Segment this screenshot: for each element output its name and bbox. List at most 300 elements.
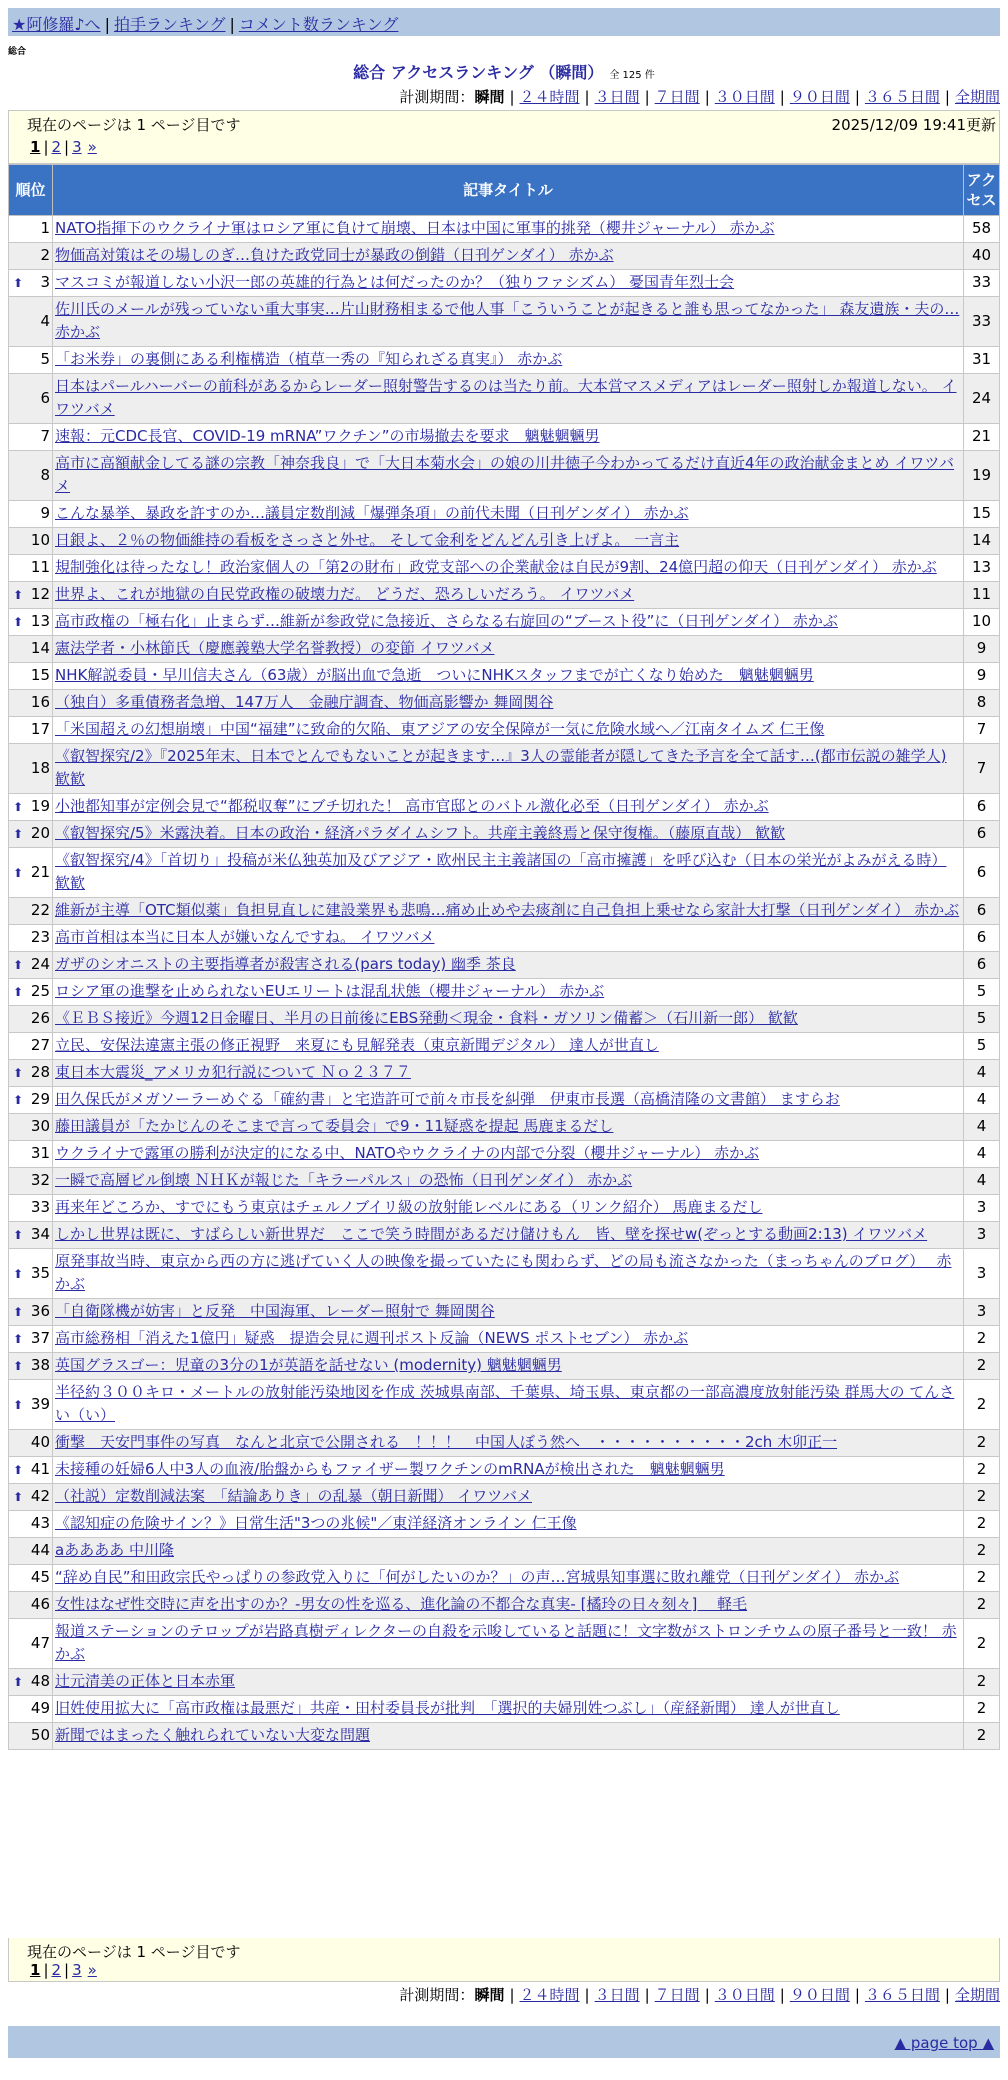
- nav-separator: |: [229, 15, 235, 34]
- rank-number: 12: [30, 585, 50, 603]
- title-cell: [53, 1114, 964, 1141]
- period-separator: |: [509, 88, 515, 106]
- title-cell: [53, 374, 964, 424]
- title-cell: [53, 1669, 964, 1696]
- rank-cell: [9, 216, 53, 243]
- article-link[interactable]: 立民、安保法違憲主張の修正視野 来夏にも見解発表（東京新聞デジタル） 達人が世直し: [55, 1036, 659, 1054]
- article-link[interactable]: 藤田議員が「たかじんのそこまで言って委員会」で9・11疑惑を提起 馬鹿まるだし: [55, 1117, 614, 1135]
- period-link-3[interactable]: ３０日間: [714, 88, 775, 106]
- article-link[interactable]: 規制強化は待ったなし！政治家個人の「第2の財布」政党支部への企業献金は自民が9割、24億円超の仰天（日刊ゲンダイ） 赤かぶ: [55, 558, 937, 576]
- table-row: [9, 1060, 1000, 1087]
- table-row: [9, 821, 1000, 848]
- rank-cell: [9, 1087, 53, 1114]
- page-next-link[interactable]: »: [87, 1961, 97, 1979]
- period-link-3[interactable]: ３０日間: [714, 1986, 775, 2004]
- access-cell: 33: [964, 270, 1000, 297]
- article-link[interactable]: 東日本大震災_アメリカ犯行説について Ｎｏ２３７７: [55, 1063, 411, 1081]
- title-cell: [53, 216, 964, 243]
- article-link[interactable]: ロシア軍の進撃を止められないEUエリートは混乱状態（櫻井ジャーナル） 赤かぶ: [55, 982, 605, 1000]
- article-link[interactable]: 速報：元CDC長官、COVID-19 mRNA”ワクチン”の市場撤去を要求 魑魅魍魎男: [55, 427, 600, 445]
- page-link-3[interactable]: 3: [72, 138, 82, 156]
- rank-number: 48: [30, 1672, 50, 1690]
- title-cell: [53, 821, 964, 848]
- access-cell: 2: [964, 1669, 1000, 1696]
- rank-cell: [9, 794, 53, 821]
- article-link[interactable]: しかし世界は既に、すばらしい新世界だ ここで笑う時間があるだけ儲けもん 皆、壁を探せw(ぞっとする動画2:13) イワツバメ: [55, 1225, 928, 1243]
- rank-cell: [9, 898, 53, 925]
- article-link[interactable]: NATO指揮下のウクライナ軍はロシア軍に負けて崩壊、日本は中国に軍事的挑発（櫻井ジャーナル） 赤かぶ: [55, 219, 775, 237]
- access-cell: 40: [964, 243, 1000, 270]
- total-count: 全 125 件: [609, 70, 655, 81]
- rank-number: 15: [30, 666, 50, 684]
- rank-number: 49: [30, 1699, 50, 1717]
- rank-cell: [9, 451, 53, 501]
- title-cell: [53, 744, 964, 794]
- table-row: [9, 925, 1000, 952]
- rank-number: 44: [30, 1541, 50, 1559]
- rank-number: 7: [40, 427, 50, 445]
- rank-number: 25: [30, 982, 50, 1000]
- article-link[interactable]: 佐川氏のメールが残っていない重大事実…片山財務相まるで他人事「こういうことが起きると誰も思ってなかった」 森友遺族・夫の… 赤かぶ: [55, 300, 960, 341]
- article-link[interactable]: 半径約３００キロ・メートルの放射能汚染地図を作成 茨城県南部、千葉県、埼玉県、東京都の一部高濃度放射能汚染 群馬大の てんさい（い）: [55, 1383, 955, 1424]
- rank-cell: [9, 690, 53, 717]
- article-link[interactable]: 日本はパールハーバーの前科があるからレーダー照射警告するのは当たり前。大本営マスメディアはレーダー照射しか報道しない。 イワツバメ: [55, 377, 957, 418]
- access-cell: 8: [964, 690, 1000, 717]
- rank-cell: [9, 1511, 53, 1538]
- article-link[interactable]: 《叡智探究/2》『2025年末、日本でとんでもないことが起きます…』3人の霊能者が隠してきた予言を全て話す…(都市伝説の雑学人) 歓歓: [55, 747, 947, 788]
- title-cell: [53, 1326, 964, 1353]
- up-arrow-icon: ⬆: [13, 1397, 24, 1412]
- rank-cell: [9, 979, 53, 1006]
- table-row: [9, 1484, 1000, 1511]
- access-cell: 31: [964, 347, 1000, 374]
- rank-cell: [9, 636, 53, 663]
- title-cell: [53, 925, 964, 952]
- period-separator: |: [644, 1986, 650, 2004]
- article-link[interactable]: 物価高対策はその場しのぎ…負けた政党同士が暴政の倒錯（日刊ゲンダイ） 赤かぶ: [55, 246, 614, 264]
- home-link[interactable]: ★阿修羅♪へ: [12, 15, 101, 34]
- period-link-2[interactable]: ７日間: [654, 1986, 700, 2004]
- page-next-link[interactable]: »: [87, 138, 97, 156]
- title-cell: [53, 1141, 964, 1168]
- current-page-status: 現在のページは 1 ページ目です: [27, 116, 241, 134]
- rank-cell: [9, 1168, 53, 1195]
- rank-cell: [9, 424, 53, 451]
- access-cell: 11: [964, 582, 1000, 609]
- article-link[interactable]: 女性はなぜ性交時に声を出すのか？-男女の性を巡る、進化論の不都合な真実- [橘玲の日々刻々] 軽毛: [55, 1595, 748, 1613]
- access-cell: 2: [964, 1511, 1000, 1538]
- rank-number: 34: [30, 1225, 50, 1243]
- rank-cell: [9, 243, 53, 270]
- table-row: [9, 1619, 1000, 1669]
- rank-cell: [9, 609, 53, 636]
- rank-number: 24: [30, 955, 50, 973]
- access-cell: 2: [964, 1380, 1000, 1430]
- rank-number: 20: [30, 824, 50, 842]
- rank-number: 5: [40, 350, 50, 368]
- title-cell: [53, 1484, 964, 1511]
- rank-number: 13: [30, 612, 50, 630]
- page-link-2[interactable]: 2: [51, 138, 62, 156]
- rank-cell: [9, 717, 53, 744]
- rank-number: 43: [30, 1514, 50, 1532]
- title-cell: [53, 979, 964, 1006]
- article-link[interactable]: 原発事故当時、東京から西の方に逃げていく人の映像を撮っていたにも関わらず、どの局も流さなかった（まっちゃんのブログ） 赤かぶ: [55, 1252, 952, 1293]
- article-link[interactable]: 高市首相は本当に日本人が嫌いなんですね。 イワツバメ: [55, 928, 435, 946]
- page-top-link[interactable]: ▲ page top ▲: [894, 2034, 994, 2052]
- rank-header-label: 順位: [15, 181, 46, 199]
- article-link[interactable]: “辞め自民”和田政宗氏やっぱりの参政党入りに「何がしたいのか？」の声…宮城県知事選に敗れ離党（日刊ゲンダイ） 赤かぶ: [55, 1568, 900, 1586]
- table-row: [9, 528, 1000, 555]
- title-cell: [53, 424, 964, 451]
- rank-cell: [9, 1592, 53, 1619]
- title-cell: [53, 1168, 964, 1195]
- title-cell: [53, 1033, 964, 1060]
- period-link-4[interactable]: ９０日間: [789, 1986, 850, 2004]
- rank-number: 21: [30, 862, 50, 881]
- rank-number: 38: [30, 1356, 50, 1374]
- period-selector-bottom: [399, 1984, 1000, 2005]
- rank-cell: [9, 1669, 53, 1696]
- page-link-2[interactable]: 2: [51, 1961, 62, 1979]
- rank-number: 19: [30, 797, 50, 815]
- article-link[interactable]: 「お米券」の裏側にある利権構造（植草一秀の『知られざる真実』） 赤かぶ: [55, 350, 563, 368]
- access-header: [964, 165, 1000, 216]
- period-separator: |: [944, 1986, 950, 2004]
- article-link[interactable]: 《叡智探究/5》米露決着。日本の政治・経済パラダイムシフト。共産主義終焉と保守復権。（藤原直哉） 歓歓: [55, 824, 786, 842]
- period-link-1[interactable]: ３日間: [594, 88, 640, 106]
- period-link-6[interactable]: 全期間: [954, 1986, 1000, 2004]
- table-row: [9, 582, 1000, 609]
- table-row: [9, 1299, 1000, 1326]
- title-cell: [53, 717, 964, 744]
- period-link-6[interactable]: 全期間: [954, 88, 1000, 106]
- rank-cell: [9, 925, 53, 952]
- period-separator: |: [854, 1986, 860, 2004]
- period-link-1[interactable]: ３日間: [594, 1986, 640, 2004]
- article-link[interactable]: ウクライナで露軍の勝利が決定的になる中、NATOやウクライナの内部で分裂（櫻井ジャーナル） 赤かぶ: [55, 1144, 760, 1162]
- article-link[interactable]: 旧姓使用拡大に「高市政権は最悪だ」共産・田村委員長が批判 「選択的夫婦別姓つぶし」（産経新聞） 達人が世直し: [55, 1699, 840, 1717]
- table-row: [9, 979, 1000, 1006]
- article-link[interactable]: 高市総務相「消えた1億円」疑惑 提造会見に週刊ポスト反論（NEWS ポストセブン） 赤かぶ: [55, 1329, 689, 1347]
- period-label: 計測期間：: [399, 88, 475, 106]
- table-row: [9, 1326, 1000, 1353]
- clap-ranking-link[interactable]: 拍手ランキング: [113, 15, 226, 34]
- access-cell: 6: [964, 821, 1000, 848]
- rank-cell: [9, 1353, 53, 1380]
- table-row: [9, 297, 1000, 347]
- access-cell: 2: [964, 1430, 1000, 1457]
- access-cell: 2: [964, 1592, 1000, 1619]
- title-cell: [53, 582, 964, 609]
- title-cell: [53, 243, 964, 270]
- title-cell: [53, 501, 964, 528]
- article-link[interactable]: 未接種の妊婦6人中3人の血液/胎盤からもファイザー製ワクチンのmRNAが検出された 魑魅魍魎男: [55, 1460, 725, 1478]
- article-link[interactable]: 憲法学者・小林節氏（慶應義塾大学名誉教授）の変節 イワツバメ: [55, 639, 495, 657]
- page-title: [0, 60, 1008, 83]
- top-nav-bar: [8, 8, 1000, 36]
- rank-number: 8: [40, 465, 50, 484]
- table-row: [9, 1353, 1000, 1380]
- table-row: [9, 1723, 1000, 1750]
- access-cell: 10: [964, 609, 1000, 636]
- article-link[interactable]: 日銀よ、２％の物価維持の看板をさっさと外せ。 そして金利をどんどん引き上げよ。 一言主: [55, 531, 680, 549]
- up-arrow-icon: ⬆: [13, 1675, 24, 1689]
- period-current: 瞬間: [474, 88, 505, 106]
- up-arrow-icon: ⬆: [13, 985, 24, 999]
- title-cell: [53, 609, 964, 636]
- rank-cell: [9, 952, 53, 979]
- rank-cell: [9, 1195, 53, 1222]
- access-cell: 2: [964, 1565, 1000, 1592]
- access-cell: 14: [964, 528, 1000, 555]
- title-cell: [53, 794, 964, 821]
- rank-number: 23: [30, 928, 50, 946]
- access-cell: 5: [964, 1006, 1000, 1033]
- ranking-body: [9, 216, 1000, 1750]
- table-row: [9, 794, 1000, 821]
- table-row: [9, 848, 1000, 898]
- period-link-5[interactable]: ３６５日間: [864, 1986, 940, 2004]
- title-cell: [53, 1249, 964, 1299]
- period-link-0[interactable]: ２４時間: [519, 88, 580, 106]
- rank-number: 45: [30, 1568, 50, 1586]
- rank-number: 17: [30, 720, 50, 738]
- table-row: [9, 1033, 1000, 1060]
- page-separator: |: [64, 138, 70, 156]
- table-row: [9, 555, 1000, 582]
- table-row: [9, 1222, 1000, 1249]
- article-link[interactable]: NHK解説委員・早川信夫さん（63歳）が脳出血で急逝 ついにNHKスタッフまでが亡くなり始めた 魑魅魍魎男: [55, 666, 814, 684]
- up-arrow-icon: ⬆: [13, 865, 24, 880]
- rank-cell: [9, 528, 53, 555]
- table-row: [9, 1538, 1000, 1565]
- rank-cell: [9, 1249, 53, 1299]
- title-cell: [53, 1723, 964, 1750]
- rank-cell: [9, 1380, 53, 1430]
- rank-number: 10: [30, 531, 50, 549]
- rank-cell: [9, 1696, 53, 1723]
- rank-cell: [9, 1619, 53, 1669]
- article-link[interactable]: 「自衛隊機が妨害」と反発 中国海軍、レーダー照射で 舞岡関谷: [55, 1302, 495, 1320]
- article-link[interactable]: 新聞ではまったく触れられていない大変な問題: [55, 1726, 371, 1744]
- article-link[interactable]: 《ＥＢＳ接近》今週12日金曜日、半月の日前後にEBS発動＜現金・食料・ガソリン備蓄＞（石川新一郎） 歓歓: [55, 1009, 798, 1027]
- access-cell: 3: [964, 1249, 1000, 1299]
- article-link[interactable]: 田久保氏がメガソーラーめぐる「確約書」と宅造許可で前々市長を糾弾 伊東市長選（高橋清隆の文書館） ますらお: [55, 1090, 840, 1108]
- article-link[interactable]: 英国グラスゴー：児童の3分の1が英語を話せない (modernity) 魑魅魍魎男: [55, 1356, 562, 1374]
- page-info-bottom: [8, 1938, 1000, 1982]
- table-row: [9, 1249, 1000, 1299]
- rank-cell: [9, 1565, 53, 1592]
- table-row: [9, 374, 1000, 424]
- period-separator: |: [704, 88, 710, 106]
- title-cell: [53, 690, 964, 717]
- rank-cell: [9, 663, 53, 690]
- period-separator: |: [509, 1986, 515, 2004]
- rank-cell: [9, 1114, 53, 1141]
- rank-number: 32: [30, 1171, 50, 1189]
- up-arrow-icon: ⬆: [13, 827, 24, 841]
- title-cell: [53, 1195, 964, 1222]
- article-link[interactable]: ガザのシオニストの主要指導者が殺害される(pars today) 幽季 茶良: [55, 955, 516, 973]
- rank-number: 47: [30, 1633, 50, 1652]
- table-row: [9, 1511, 1000, 1538]
- title-cell: [53, 1087, 964, 1114]
- article-link[interactable]: 報道ステーションのテロップが岩路真樹ディレクターの自殺を示唆していると話題に！文字数がストロンチウムの原子番号と一致！ 赤かぶ: [55, 1622, 957, 1663]
- page-separator: |: [64, 1961, 70, 1979]
- article-link[interactable]: 再来年どころか、すでにもう東京はチェルノブイリ級の放射能レベルにある（リンク紹介） 馬鹿まるだし: [55, 1198, 763, 1216]
- rank-number: 3: [40, 273, 50, 291]
- rank-number: 36: [30, 1302, 50, 1320]
- ranking-title: 総合 アクセスランキング （瞬間）: [353, 63, 604, 82]
- rank-number: 30: [30, 1117, 50, 1135]
- period-separator: |: [584, 1986, 590, 2004]
- rank-number: 33: [30, 1198, 50, 1216]
- article-link[interactable]: 高市政権の「極右化」止まらず…維新が参政党に急接近、さらなる右旋回の“ブースト役”に（日刊ゲンダイ） 赤かぶ: [55, 612, 838, 630]
- title-cell: [53, 1619, 964, 1669]
- rank-number: 31: [30, 1144, 50, 1162]
- page-separator: |: [43, 1961, 49, 1979]
- access-cell: 6: [964, 925, 1000, 952]
- table-row: [9, 636, 1000, 663]
- rank-number: 14: [30, 639, 50, 657]
- rank-number: 4: [40, 311, 50, 330]
- page-separator: |: [43, 138, 49, 156]
- table-row: [9, 1114, 1000, 1141]
- access-cell: 15: [964, 501, 1000, 528]
- access-cell: 4: [964, 1168, 1000, 1195]
- table-row: [9, 1087, 1000, 1114]
- pagination-top: [27, 138, 100, 156]
- page-current[interactable]: 1: [30, 138, 41, 156]
- category-label: 総合: [8, 47, 27, 57]
- title-cell: [53, 1538, 964, 1565]
- update-timestamp: 2025/12/09 19:41更新: [831, 116, 996, 134]
- period-link-4[interactable]: ９０日間: [789, 88, 850, 106]
- page-link-3[interactable]: 3: [72, 1961, 82, 1979]
- pagination-bottom: [27, 1961, 100, 1979]
- up-arrow-icon: ⬆: [13, 1266, 24, 1281]
- period-separator: |: [854, 88, 860, 106]
- period-selector-top: [399, 86, 1000, 107]
- table-row: [9, 744, 1000, 794]
- article-link[interactable]: 高市に高額献金してる謎の宗教「神奈我良」で「大日本菊水会」の娘の川井徳子今わかってるだけ直近4年の政治献金まとめ イワツバメ: [55, 454, 955, 495]
- table-row: [9, 1592, 1000, 1619]
- access-cell: 2: [964, 1457, 1000, 1484]
- up-arrow-icon: ⬆: [13, 1490, 24, 1504]
- rank-number: 50: [30, 1726, 50, 1744]
- period-link-2[interactable]: ７日間: [654, 88, 700, 106]
- period-link-0[interactable]: ２４時間: [519, 1986, 580, 2004]
- article-link[interactable]: 維新が主導「OTC類似薬」負担見直しに建設業界も悲鳴…痛め止めや去痰剤に自己負担上乗せなら家計大打撃（日刊ゲンダイ） 赤かぶ: [55, 901, 960, 919]
- title-cell: [53, 1006, 964, 1033]
- table-row: [9, 898, 1000, 925]
- title-cell: [53, 848, 964, 898]
- access-cell: 6: [964, 898, 1000, 925]
- access-cell: 6: [964, 952, 1000, 979]
- title-cell: [53, 555, 964, 582]
- rank-cell: [9, 1457, 53, 1484]
- table-row: [9, 216, 1000, 243]
- access-cell: 9: [964, 636, 1000, 663]
- access-cell: 4: [964, 1114, 1000, 1141]
- title-cell: [53, 1511, 964, 1538]
- title-cell: [53, 663, 964, 690]
- up-arrow-icon: ⬆: [13, 1463, 24, 1477]
- article-link[interactable]: （社説）定数削減法案 「結論ありき」の乱暴（朝日新聞） イワツバメ: [55, 1487, 532, 1505]
- access-cell: 6: [964, 794, 1000, 821]
- title-cell: [53, 1592, 964, 1619]
- article-link[interactable]: 世界よ、これが地獄の自民党政権の破壊力だ。 どうだ、恐ろしいだろう。 イワツバメ: [55, 585, 635, 603]
- comment-ranking-link[interactable]: コメント数ランキング: [238, 15, 399, 34]
- up-arrow-icon: ⬆: [13, 1066, 24, 1080]
- rank-cell: [9, 1060, 53, 1087]
- up-arrow-icon: ⬆: [13, 1093, 24, 1107]
- title-cell: [53, 1353, 964, 1380]
- period-link-5[interactable]: ３６５日間: [864, 88, 940, 106]
- table-row: [9, 952, 1000, 979]
- rank-cell: [9, 1430, 53, 1457]
- period-separator: |: [584, 88, 590, 106]
- rank-number: 2: [40, 246, 50, 264]
- rank-cell: [9, 848, 53, 898]
- title-cell: [53, 528, 964, 555]
- article-link[interactable]: 辻元清美の正体と日本赤軍: [55, 1672, 236, 1690]
- article-link[interactable]: こんな暴挙、暴政を許すのか…議員定数削減「爆弾条項」の前代未聞（日刊ゲンダイ） 赤かぶ: [55, 504, 689, 522]
- page-current[interactable]: 1: [30, 1961, 41, 1979]
- access-cell: 7: [964, 744, 1000, 794]
- article-link[interactable]: 《叡智探究/4》「首切り」投稿が米仏独英加及びアジア・欧州民主主義諸国の「高市擁護」を呼び込む（日本の栄光がよみがえる時） 歓歓: [55, 851, 947, 892]
- title-header: 記事タイトル: [53, 165, 964, 216]
- rank-number: 26: [30, 1009, 50, 1027]
- access-cell: 2: [964, 1696, 1000, 1723]
- rank-cell: [9, 582, 53, 609]
- rank-cell: [9, 297, 53, 347]
- article-link[interactable]: （独自）多重債務者急増、147万人 金融庁調査、物価高影響か 舞岡関谷: [55, 693, 554, 711]
- up-arrow-icon: ⬆: [13, 276, 24, 290]
- table-row: [9, 1565, 1000, 1592]
- access-cell: 4: [964, 1060, 1000, 1087]
- title-cell: [53, 1430, 964, 1457]
- access-cell: 9: [964, 663, 1000, 690]
- article-link[interactable]: 一瞬で高層ビル倒壊 ＮＨＫが報じた「キラーパルス」の恐怖（日刊ゲンダイ） 赤かぶ: [55, 1171, 633, 1189]
- rank-cell: [9, 1538, 53, 1565]
- period-separator: |: [779, 1986, 785, 2004]
- title-cell: [53, 1696, 964, 1723]
- title-cell: [53, 451, 964, 501]
- table-row: [9, 1006, 1000, 1033]
- period-separator: |: [944, 88, 950, 106]
- table-row: [9, 690, 1000, 717]
- title-cell: [53, 1222, 964, 1249]
- article-link[interactable]: 「米国超えの幻想崩壊」中国“福建”に致命的欠陥、東アジアの安全保障が一気に危険水域へ／江南タイムズ 仁王像: [55, 720, 825, 738]
- rank-cell: [9, 744, 53, 794]
- article-link[interactable]: 衝撃 天安門事件の写真 なんと北京で公開される ！！！ 中国人ぼう然へ ・・・・・・・・・・2ch 木卯正一: [55, 1433, 838, 1451]
- rank-number: 11: [30, 558, 50, 576]
- table-row: [9, 1168, 1000, 1195]
- period-current: 瞬間: [474, 1986, 505, 2004]
- article-link[interactable]: 《認知症の危険サイン？》日常生活"3つの兆候"／東洋経済オンライン 仁王像: [55, 1514, 577, 1532]
- access-cell: 2: [964, 1484, 1000, 1511]
- rank-cell: [9, 555, 53, 582]
- title-cell: [53, 1380, 964, 1430]
- article-link[interactable]: aああああ 中川隆: [55, 1541, 174, 1559]
- article-link[interactable]: マスコミが報道しない小沢一郎の英雄的行為とは何だったのか？（独りファシズム） 憂国青年烈士会: [55, 273, 735, 291]
- access-cell: 24: [964, 374, 1000, 424]
- article-link[interactable]: 小池都知事が定例会見で“都税収奪”にブチ切れた！ 高市官邸とのバトル激化必至（日刊ゲンダイ） 赤かぶ: [55, 797, 769, 815]
- rank-number: 37: [30, 1329, 50, 1347]
- access-cell: 2: [964, 1619, 1000, 1669]
